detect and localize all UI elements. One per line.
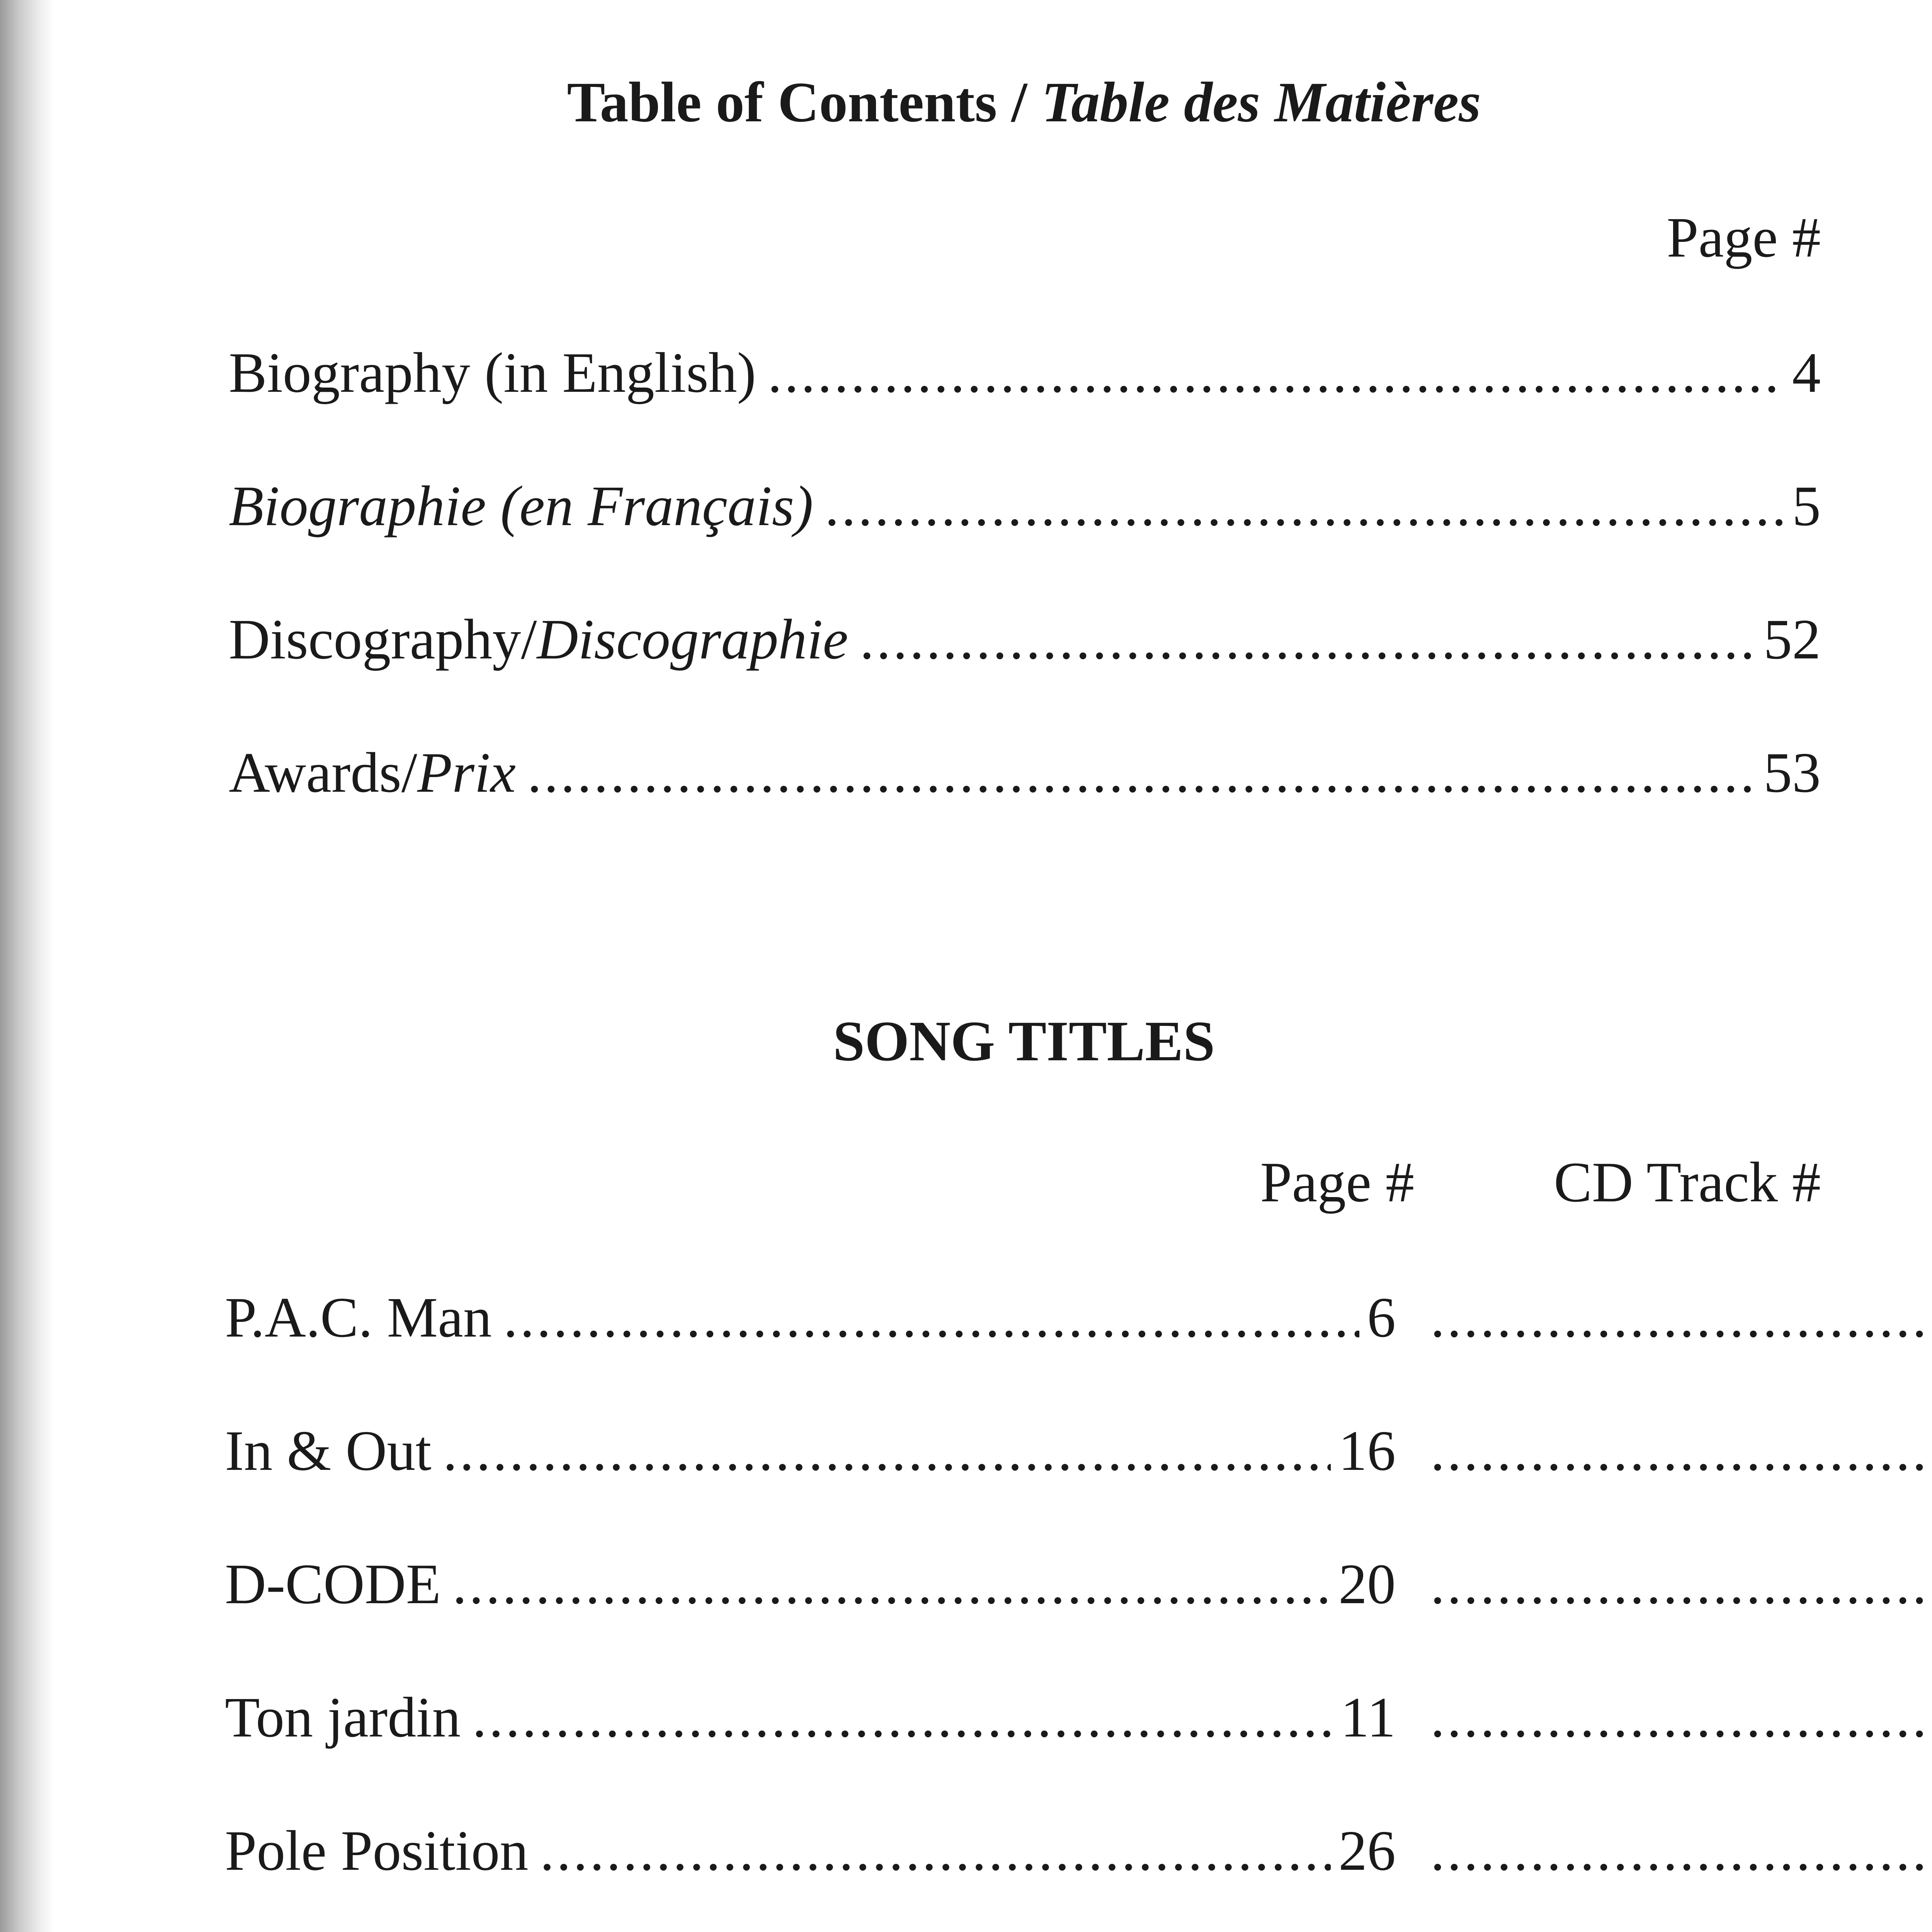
songs-track-header: CD Track # — [1554, 1151, 1821, 1214]
song-row — [225, 1418, 1821, 1495]
contents-entry-page: 53 — [1764, 741, 1821, 804]
dot-leader — [540, 1818, 1331, 1884]
contents-entry-page: 5 — [1792, 474, 1821, 538]
dot-leader — [860, 607, 1756, 672]
contents-entry-page: 4 — [1792, 341, 1821, 405]
song-page: 16 — [1338, 1419, 1396, 1483]
label-french: Discographie — [537, 608, 849, 671]
contents-entry — [229, 740, 1821, 817]
dot-leader — [825, 473, 1784, 539]
songs-page-header: Page # — [1260, 1151, 1414, 1214]
dot-leader — [527, 740, 1756, 806]
song-titles-heading: SONG TITLES — [833, 1010, 1215, 1073]
dot-leader — [1430, 1551, 1932, 1617]
binding-shadow — [0, 0, 54, 1932]
contents-entry-page: 52 — [1764, 608, 1821, 671]
dot-leader — [1430, 1818, 1932, 1884]
contents-entry — [229, 340, 1821, 417]
contents-entry — [229, 473, 1821, 551]
dot-leader — [1430, 1685, 1932, 1750]
contents-entry-label — [229, 607, 848, 672]
dot-leader — [503, 1285, 1359, 1350]
dot-leader — [443, 1418, 1331, 1484]
page-title — [0, 70, 1932, 135]
song-title: Ton jardin — [225, 1686, 461, 1749]
label-english: Discography/ — [229, 608, 537, 671]
song-title: In & Out — [225, 1419, 432, 1483]
dot-leader — [1430, 1418, 1932, 1484]
song-page: 11 — [1340, 1686, 1396, 1749]
contents-entry-label: Biographie (en Français) — [229, 474, 813, 538]
song-title: P.A.C. Man — [225, 1286, 492, 1349]
contents-page-header: Page # — [1667, 206, 1821, 269]
song-page: 20 — [1338, 1553, 1396, 1616]
dot-leader — [472, 1685, 1333, 1750]
song-row — [225, 1818, 1821, 1895]
title-french: Table des Matières — [1041, 71, 1481, 134]
dot-leader — [768, 340, 1784, 406]
contents-entry — [229, 607, 1821, 684]
song-title: D-CODE — [225, 1553, 441, 1616]
song-page: 6 — [1367, 1286, 1396, 1349]
dot-leader — [452, 1551, 1331, 1617]
title-english: Table of Contents / — [567, 71, 1042, 134]
song-row — [225, 1685, 1821, 1762]
contents-entry-label: Biography (in English) — [229, 341, 756, 405]
label-english: Awards/ — [229, 741, 417, 804]
label-french: Prix — [417, 741, 516, 804]
contents-entry-label — [229, 740, 516, 806]
song-page: 26 — [1338, 1819, 1396, 1883]
song-row — [225, 1551, 1821, 1629]
song-title: Pole Position — [225, 1819, 529, 1883]
dot-leader — [1430, 1285, 1932, 1350]
song-row — [225, 1285, 1821, 1362]
